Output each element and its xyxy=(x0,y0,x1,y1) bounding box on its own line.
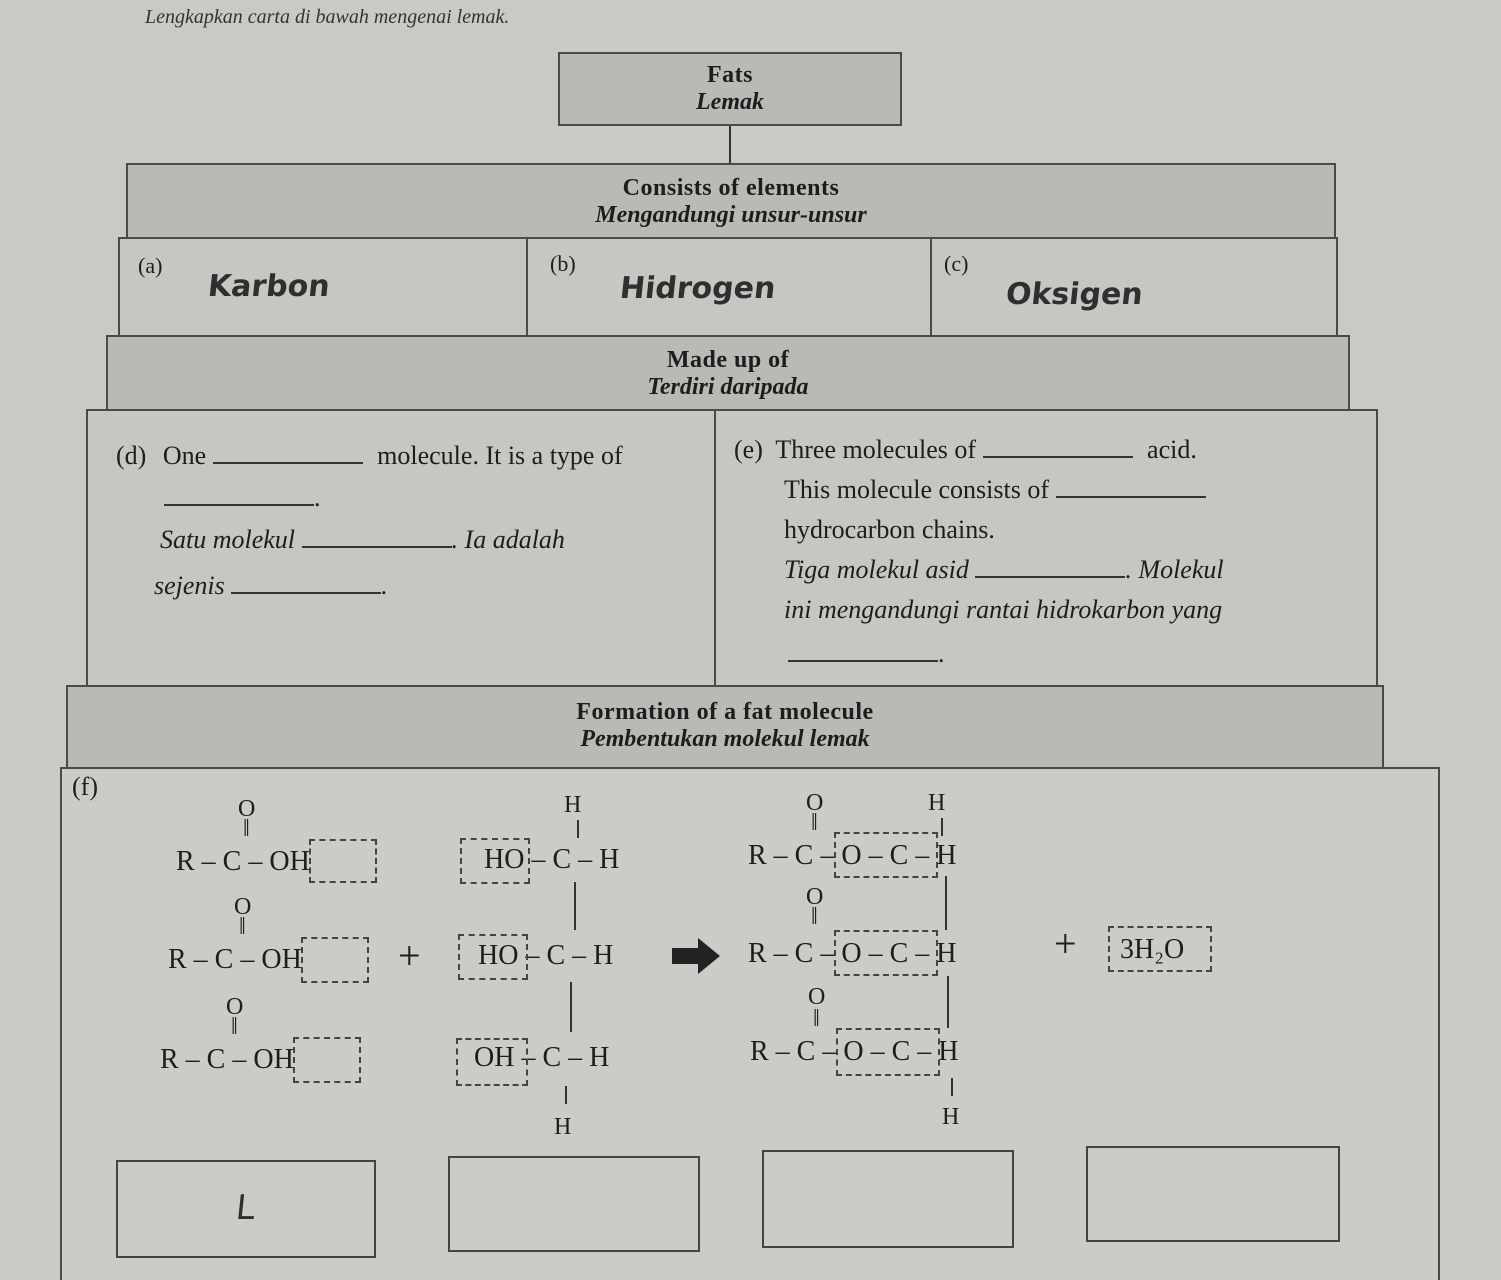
e-line3: hydrocarbon chains. xyxy=(784,515,995,544)
e-line2 xyxy=(784,475,1206,505)
water-product: 3H₂O xyxy=(1120,934,1185,965)
glycerol-bond-1 xyxy=(574,882,576,930)
e-consists: This molecule consists of xyxy=(784,475,1050,504)
acid-carbonyl-2: O xyxy=(234,894,252,920)
ester-bond-bottom xyxy=(951,1078,953,1096)
elements-title: Consists of elements xyxy=(622,175,840,201)
answer-box-4[interactable] xyxy=(1086,1146,1340,1242)
e-ms-line3 xyxy=(788,639,945,669)
e-line1 xyxy=(734,435,1197,465)
glycerol-ho-box-2 xyxy=(458,934,528,980)
d-ms-blank-1[interactable] xyxy=(302,546,452,548)
e-ms-blank-2[interactable] xyxy=(788,660,938,662)
answer-box-1-mark: L xyxy=(233,1188,258,1228)
ester-box-2 xyxy=(834,930,938,976)
ester-bond-1 xyxy=(945,876,947,930)
glycerol-h-top: H xyxy=(564,792,582,818)
answer-box-2[interactable] xyxy=(448,1156,700,1252)
fatty-acid-3: R – C – OH xyxy=(160,1044,294,1075)
e-label: (e) xyxy=(734,435,763,464)
cell-d xyxy=(86,409,716,687)
d-blank-1[interactable] xyxy=(213,462,363,464)
ester-double-bond-1: ‖ xyxy=(811,810,818,836)
element-cell-c xyxy=(930,237,1338,337)
glycerol-oh-box-3 xyxy=(456,1038,528,1086)
madeup-title-ms: Terdiri daripada xyxy=(647,374,809,400)
acid-double-bond-3: ‖ xyxy=(231,1014,238,1040)
glycerol-bond-top xyxy=(577,820,579,838)
element-cell-a xyxy=(118,237,528,337)
acid-carbonyl-3: O xyxy=(226,994,244,1020)
ester-carbonyl-1: O xyxy=(806,790,824,816)
ester-box-3 xyxy=(836,1028,940,1076)
plus-sign-2: + xyxy=(1054,921,1077,966)
d-label: (d) xyxy=(116,441,147,470)
element-cell-b xyxy=(526,237,932,337)
fats-box xyxy=(558,52,902,126)
ester-h-top: H xyxy=(928,790,946,816)
ester-carbonyl-3: O xyxy=(808,984,826,1010)
d-line2-end: . xyxy=(314,483,321,512)
label-a: (a) xyxy=(138,253,163,278)
acid-oh-box-1 xyxy=(309,839,377,883)
glycerol-row-3: OH – C – H xyxy=(474,1042,610,1073)
elements-title-ms: Mengandungi unsur-unsur xyxy=(595,202,867,228)
ester-double-bond-3: ‖ xyxy=(813,1006,820,1032)
fatty-acid-2: R – C – OH xyxy=(168,944,302,975)
d-blank-2[interactable] xyxy=(164,504,314,506)
ester-row-2: R – C – O – C – H xyxy=(748,938,957,969)
acid-oh-box-3 xyxy=(293,1037,361,1083)
glycerol-h-bottom: H xyxy=(554,1114,572,1140)
d-ms-line1 xyxy=(160,525,565,555)
e-three: Three molecules of xyxy=(775,435,977,464)
water-box xyxy=(1108,926,1212,972)
fatty-acid-1: R – C – OH xyxy=(176,846,310,877)
acid-carbonyl-1: O xyxy=(238,796,256,822)
ester-carbonyl-2: O xyxy=(806,884,824,910)
e-blank-2[interactable] xyxy=(1056,496,1206,498)
d-one: One xyxy=(162,441,207,470)
cell-e xyxy=(714,409,1378,687)
acid-double-bond-1: ‖ xyxy=(243,816,250,842)
formation-header xyxy=(66,685,1384,769)
glycerol-ho-box-1 xyxy=(460,838,530,884)
d-ms-a: Satu molekul xyxy=(160,525,296,554)
d-ms-line2 xyxy=(154,571,388,601)
madeup-title: Made up of xyxy=(666,347,790,373)
ester-box-1 xyxy=(834,832,938,878)
glycerol-bond-2 xyxy=(570,982,572,1032)
e-ms-line2: ini mengandungi rantai hidrokarbon yang xyxy=(784,595,1223,624)
answer-box-3[interactable] xyxy=(762,1150,1014,1248)
acid-oh-box-2 xyxy=(301,937,369,983)
d-ms-b: . Ia adalah xyxy=(451,525,565,554)
elements-header xyxy=(126,163,1336,239)
ester-row-3: R – C – O – C – H xyxy=(750,1036,959,1067)
connector-line xyxy=(729,126,731,164)
e-ms-a: Tiga molekul asid xyxy=(784,555,969,584)
ester-bond-top xyxy=(941,818,943,836)
madeup-header xyxy=(106,335,1350,411)
e-ms-blank-1[interactable] xyxy=(975,576,1125,578)
ester-h-bottom: H xyxy=(942,1104,960,1130)
answer-b[interactable]: Hidrogen xyxy=(618,271,778,306)
d-line1 xyxy=(116,441,623,471)
ester-double-bond-2: ‖ xyxy=(811,904,818,930)
acid-double-bond-2: ‖ xyxy=(239,914,246,940)
e-ms-line1 xyxy=(784,555,1224,585)
e-acid: acid. xyxy=(1147,435,1197,464)
ester-row-1: R – C – O – C – H xyxy=(748,840,957,871)
glycerol-row-2: HO – C – H xyxy=(478,940,614,971)
d-type-of: molecule. It is a type of xyxy=(377,441,623,470)
answer-box-1[interactable] xyxy=(116,1160,376,1258)
fats-title: Fats xyxy=(707,62,753,88)
answer-a[interactable]: Karbon xyxy=(206,269,332,304)
reaction-arrow-icon xyxy=(672,938,722,974)
f-label: (f) xyxy=(72,772,98,801)
e-ms-end: . xyxy=(938,639,945,668)
e-ms-b: . Molekul xyxy=(1125,555,1224,584)
formation-title: Formation of a fat molecule xyxy=(576,699,874,725)
formation-title-ms: Pembentukan molekul lemak xyxy=(580,726,870,752)
d-ms-sejenis: sejenis xyxy=(154,571,225,600)
label-b: (b) xyxy=(550,251,576,276)
glycerol-row-1: HO – C – H xyxy=(484,844,620,875)
label-c: (c) xyxy=(944,251,969,276)
glycerol-bond-bottom xyxy=(565,1086,567,1104)
instruction-text: Lengkapkan carta di bawah mengenai lemak. xyxy=(145,6,510,28)
ester-bond-2 xyxy=(947,976,949,1028)
e-blank-1[interactable] xyxy=(983,456,1133,458)
d-line2 xyxy=(164,483,321,513)
plus-sign-1: + xyxy=(398,933,421,978)
fats-title-ms: Lemak xyxy=(696,89,764,115)
d-ms-blank-2[interactable] xyxy=(231,592,381,594)
answer-c[interactable]: Oksigen xyxy=(1004,277,1145,312)
d-ms-end: . xyxy=(381,571,388,600)
